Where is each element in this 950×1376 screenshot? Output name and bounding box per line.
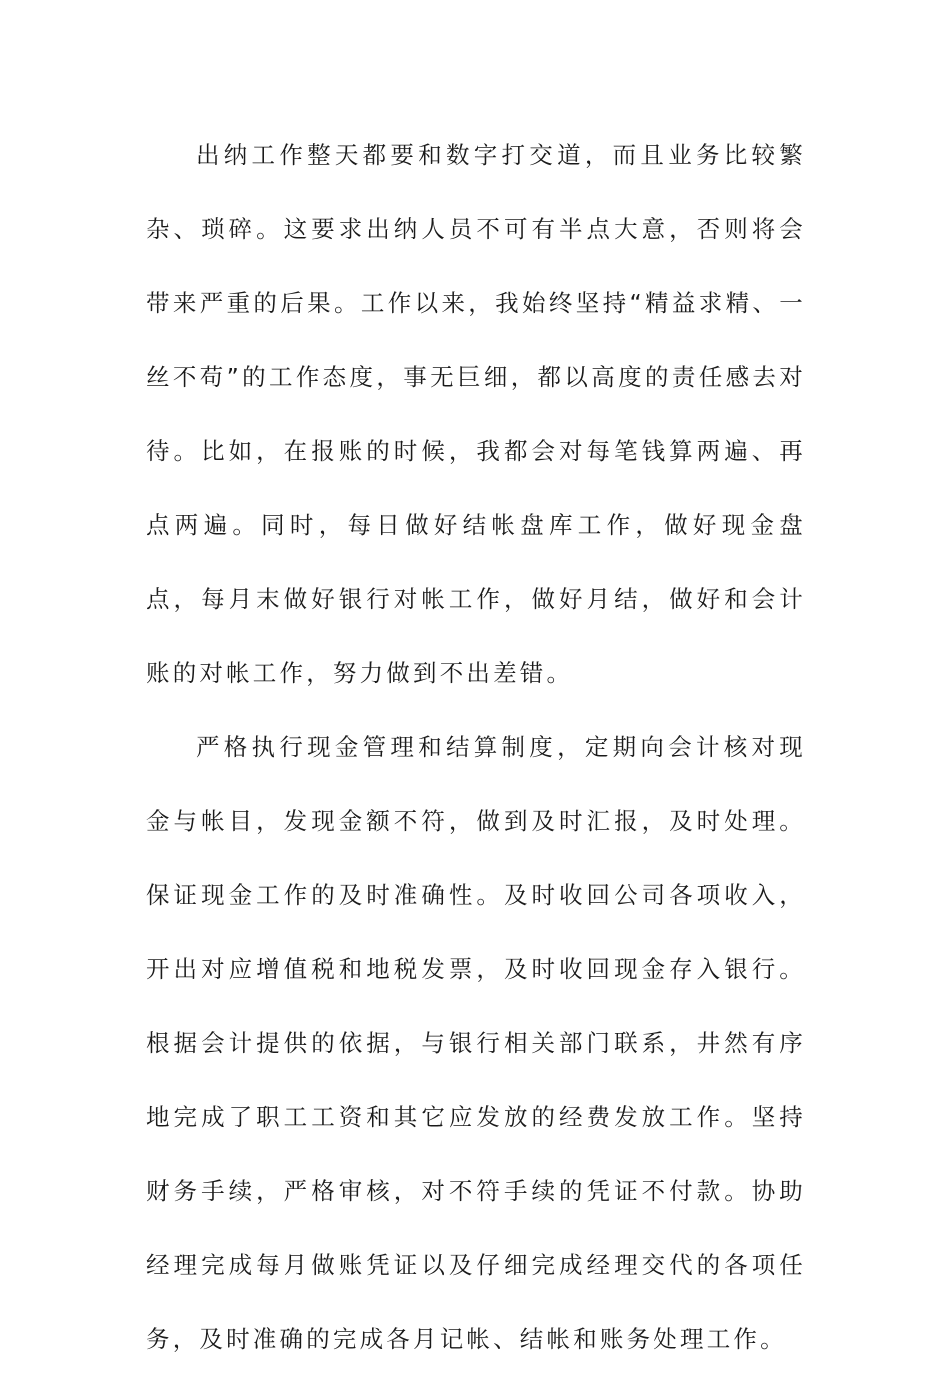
document-body xyxy=(146,118,806,1376)
paragraph-cashier-work: 出纳工作整天都要和数字打交道，而且业务比较繁杂、琐碎。这要求出纳人员不可有半点大意，否则将会带来严重的后果。工作以来，我始终坚持“精益求精、一丝不苟”的工作态度，事无巨细，都以高度的责任感去对待。比如，在报账的时候，我都会对每笔钱算两遍、再点两遍。同时，每日做好结帐盘库工作，做好现金盘点，每月末做好银行对帐工作，做好月结，做好和会计账的对帐工作，努力做到不出差错。 xyxy=(146,141,806,687)
paragraph-cash-management: 严格执行现金管理和结算制度，定期向会计核对现金与帐目，发现金额不符，做到及时汇报，及时处理。保证现金工作的及时准确性。及时收回公司各项收入，开出对应增值税和地税发票，及时收回现金存入银行。根据会计提供的依据，与银行相关部门联系，井然有序地完成了职工工资和其它应发放的经费发放工作。坚持财务手续，严格审核，对不符手续的凭证不付款。协助经理完成每月做账凭证以及仔细完成经理交代的各项任务，及时准确的完成各月记帐、结帐和账务处理工作。 xyxy=(146,733,806,1353)
